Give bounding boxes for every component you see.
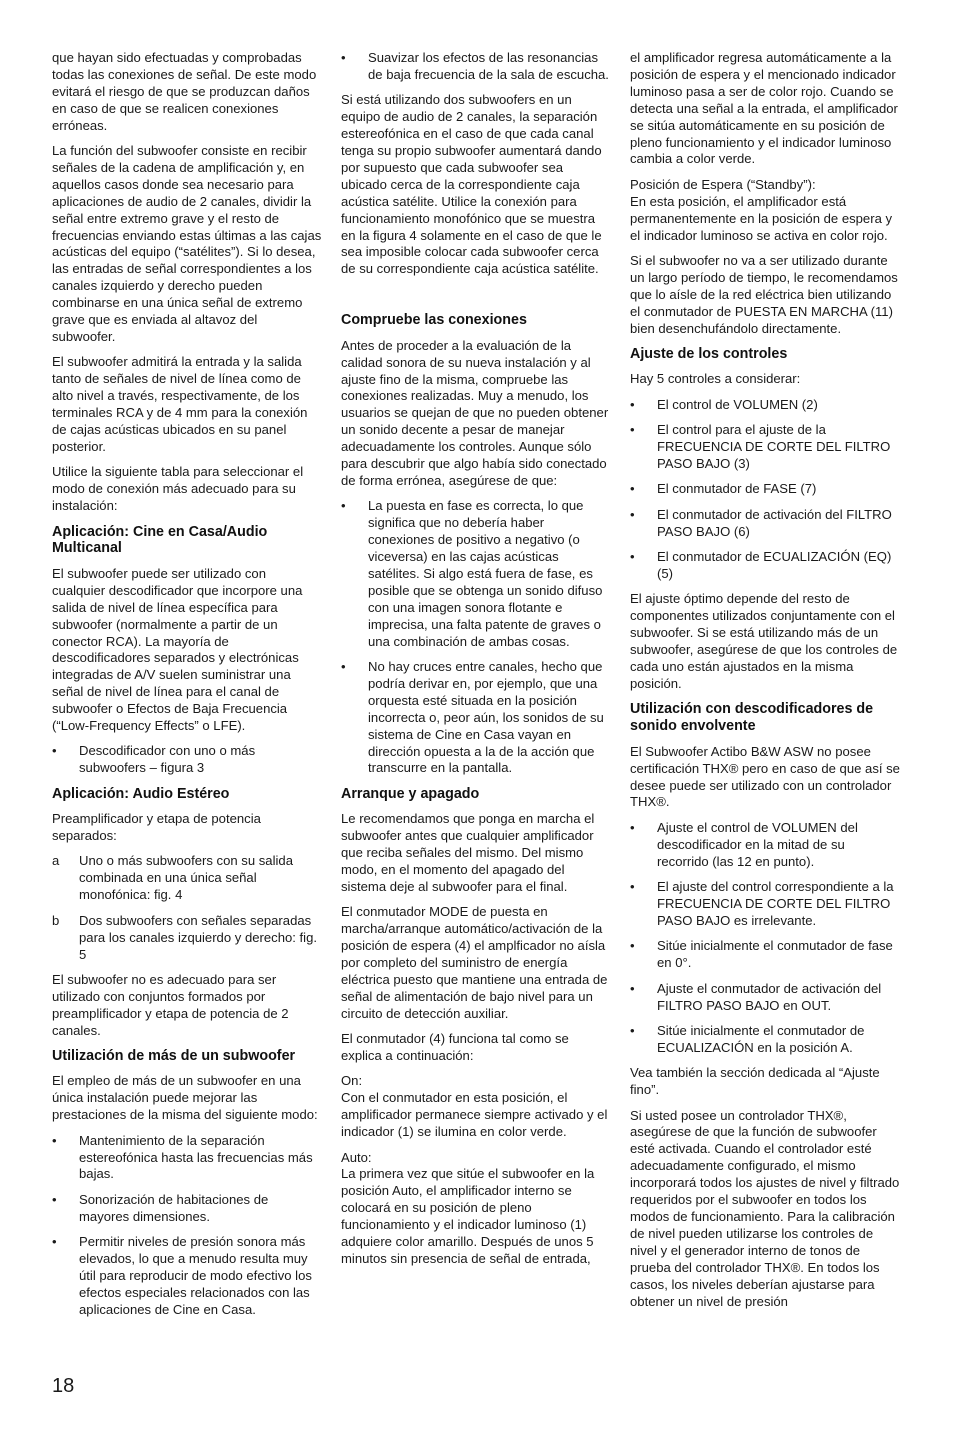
list-item-text: Mantenimiento de la separación estereofónica hasta las frecuencias más bajas. [79, 1132, 313, 1182]
list-item-text: El conmutador de activación del FILTRO PASO BAJO (6) [657, 506, 892, 539]
paragraph: que hayan sido efectuadas y comprobadas todas las conexiones de señal. De este modo evitará el riesgo de que se produzcan daños en caso de que se realicen conexiones erróneas. [52, 50, 317, 133]
paragraph: Si el subwoofer no va a ser utilizado durante un largo período de tiempo, le recomendamos que lo aísle de la red eléctrica bien utilizando el conmutador de PUESTA EN MARCHA (11) bien desenchufándolo directamente. [630, 252, 898, 336]
paragraph: Antes de proceder a la evaluación de la calidad sonora de su nueva instalación y al ajuste fino de la misma, compruebe las conexiones realizadas. Muy a menudo, los usuarios se quejan de que no pueden obtener un sonido decente a pesar de manejar adecuadamente los controles. Aunque sólo para descubrir que algo había sido conectado de forma errónea, asegúrese de que: [341, 337, 609, 488]
paragraph: Le recomendamos que ponga en marcha el subwoofer antes que cualquier amplificador que reciba señales del mismo. Del mismo modo, en el momento del apagado del sistema deje al subwoofer para el final. [341, 811, 595, 894]
bullet-marker: • [52, 1191, 57, 1207]
list-item [630, 1023, 900, 1057]
bullet-marker: • [630, 422, 635, 438]
list-marker: a [52, 853, 60, 869]
mode-auto-description [341, 1150, 611, 1268]
paragraph: Vea también la sección dedicada al “Ajuste fino”. [630, 1065, 880, 1098]
column-1 [52, 50, 322, 1327]
list-item-text: Permitir niveles de presión sonora más elevados, lo que a menudo resulta muy útil para reproducir de modo efectivo los efectos especiales relacionados con las aplicaciones de Cine en Casa. [79, 1234, 312, 1317]
bullet-list [630, 397, 900, 583]
paragraph: El subwoofer puede ser utilizado con cualquier descodificador que incorpore una salida de nivel de línea específica para subwoofer (normalmente a partir de un conector RCA). La mayoría de descodificadores separados y electrónicas integradas de A/V suelen suministrar una señal de nivel de línea para el canal de subwoofer o Efectos de Baja Frecuencia (“Low-Frequency Effects” o LFE). [52, 565, 303, 734]
list-item-text: Dos subwoofers con señales separadas para los canales izquierdo y derecho: fig. 5 [79, 912, 318, 962]
paragraph: Si usted posee un controlador THX®, asegúrese de que la función de subwoofer esté activada. Cuando el controlador esté adecuadamente configurado, el mismo incorporará todos los ajustes de nivel y filtrado requeridos por el subwoofer en todos los modos de funcionamiento. Para la calibración de nivel pueden utilizarse los controles de nivel y el generador interno de tonos de prueba del controlador THX®. En todos los casos, los niveles deberían ajustarse para obtener un nivel de presión [630, 1107, 900, 1309]
bullet-marker: • [630, 396, 635, 412]
paragraph: El subwoofer admitirá la entrada y la salida tanto de señales de nivel de línea como de alto nivel a través, respectivamente, de los terminales RCA y de 4 mm para la conexión de cajas acústicas ubicados en su panel posterior. [52, 354, 308, 454]
bullet-list [52, 743, 322, 777]
list-item-text: Descodificador con uno o más subwoofers – figura 3 [79, 743, 256, 776]
paragraph: Hay 5 controles a considerar: [630, 371, 801, 387]
bullet-marker: • [52, 1234, 57, 1250]
bullet-marker: • [341, 50, 346, 65]
list-item [52, 1192, 322, 1226]
paragraph: Utilice la siguiente tabla para seleccionar el modo de conexión más adecuado para su instalación: [52, 464, 304, 514]
paragraph: El ajuste óptimo depende del resto de componentes utilizados conjuntamente con el subwoofer. Si se está utilizando más de un subwoofer, asegúrese de que los controles de cada uno están ajustados en la misma posición. [630, 591, 898, 691]
mode-auto-label: Auto: [341, 1149, 372, 1165]
list-item-text: No hay cruces entre canales, hecho que podría derivar en, por ejemplo, que una orquesta esté situada en la posición incorrecta o, peor aún, los sonidos de su sistema de Cine en Casa vayan en dirección opuesta a la de la acción que transcurre en la pantalla. [368, 659, 604, 776]
list-item [630, 549, 900, 583]
list-item [52, 743, 322, 777]
list-item [341, 50, 611, 84]
bullet-marker: • [52, 1132, 57, 1148]
column-2 [341, 50, 611, 1276]
paragraph: El empleo de más de un subwoofer en una única instalación puede mejorar las prestaciones de la misma del siguiente modo: [52, 1073, 318, 1123]
paragraph: El conmutador MODE de puesta en marcha/arranque automático/activación de la posición de espera (4) el amplficador no aísla por completo del suministro de energía eléctrica puesto que mantiene una entrada de señal de alimentación de bajo nivel para un circuito de detección auxiliar. [341, 904, 608, 1021]
list-item [630, 981, 900, 1015]
bullet-list [630, 820, 900, 1057]
list-item [630, 879, 900, 930]
mode-standby-description [630, 177, 900, 245]
list-item [52, 1234, 322, 1319]
paragraph: El subwoofer no es adecuado para ser utilizado con conjuntos formados por preamplificador y etapa de potencia de 2 canales. [52, 971, 289, 1038]
mode-auto-text: La primera vez que sitúe el subwoofer en la posición Auto, el amplificador interno se colocará en su posición de pleno funcionamiento y el indicador luminoso (1) adquiere color amarillo. Después de unos 5 minutos sin presencia de señal de entrada, [341, 1166, 595, 1266]
bullet-marker: • [630, 938, 635, 954]
paragraph: La función del subwoofer consiste en recibir señales de la cadena de amplificación y, en aquellos casos donde sea necesario para aplicaciones de audio de 2 canales, dividir la señal entre extremo grave y el resto de frecuencias enviando estas últimas a las cajas acústicas del equipo (“satélites”). Si lo desea, las entradas de señal correspondientes a los canales izquierdo y derecho pueden combinarse en una única señal de extremo grave que es enviada al altavoz del subwoofer. [52, 143, 322, 344]
bullet-list [341, 50, 611, 84]
list-item-text: Ajuste el conmutador de activación del FILTRO PASO BAJO en OUT. [657, 980, 882, 1013]
bullet-marker: • [52, 743, 57, 759]
list-item-text: Sitúe inicialmente el conmutador de fase en 0°. [657, 938, 893, 971]
list-item [52, 1133, 322, 1184]
list-item [52, 913, 322, 964]
list-item [341, 659, 611, 777]
paragraph: el amplificador regresa automáticamente a la posición de espera y el mencionado indicador luminoso pasa a ser de color rojo. Cuando se detecta una señal a la entrada, el amplificador se sitúa automáticamente en su posición de pleno funcionamiento y el indicador luminoso cambia a color verde. [630, 50, 898, 167]
list-item-text: El control de VOLUMEN (2) [657, 396, 818, 412]
list-item-text: Sitúe inicialmente el conmutador de ECUALIZACIÓN en la posición A. [657, 1022, 865, 1055]
page-number: 18 [52, 1375, 75, 1397]
bullet-marker: • [341, 498, 346, 514]
bullet-marker: • [630, 879, 635, 895]
bullet-marker: • [630, 1022, 635, 1038]
paragraph: El conmutador (4) funciona tal como se explica a continuación: [341, 1031, 569, 1064]
mode-on-label: On: [341, 1073, 363, 1089]
column-3 [630, 50, 900, 1319]
list-item-text: El control para el ajuste de la FRECUENCIA DE CORTE DEL FILTRO PASO BAJO (3) [657, 422, 891, 472]
list-item-text: El ajuste del control correspondiente a la FRECUENCIA DE CORTE DEL FILTRO PASO BAJO es irrelevante. [657, 879, 894, 928]
list-item-text: El conmutador de ECUALIZACIÓN (EQ) (5) [657, 549, 892, 582]
lettered-list [52, 853, 322, 963]
heading-arranque-apagado: Arranque y apagado [341, 785, 480, 802]
list-item [630, 820, 900, 871]
bullet-list [52, 1133, 322, 1319]
bullet-marker: • [630, 980, 635, 996]
paragraph: Preamplificador y etapa de potencia separados: [52, 811, 261, 844]
mode-standby-label: Posición de Espera (“Standby”): [630, 176, 816, 192]
list-item [341, 498, 611, 650]
heading-mas-de-un-subwoofer: Utilización de más de un subwoofer [52, 1048, 296, 1065]
list-item-text: Ajuste el control de VOLUMEN del descodificador en la mitad de su recorrido (las 12 en punto). [657, 819, 858, 869]
list-marker: b [52, 912, 60, 928]
bullet-marker: • [630, 819, 635, 835]
mode-standby-text: En esta posición, el amplificador está permanentemente en la posición de espera y el indicador luminoso se activa en color rojo. [630, 193, 893, 243]
mode-on-description [341, 1073, 611, 1141]
bullet-marker: • [630, 481, 635, 497]
list-item-text: El conmutador de FASE (7) [657, 481, 817, 497]
bullet-marker: • [630, 506, 635, 522]
mode-on-text: Con el conmutador en esta posición, el amplificador permanece siempre activado y el indicador (1) se ilumina en color verde. [341, 1090, 608, 1140]
list-item-text: Uno o más subwoofers con su salida combinada en una única señal monofónica: fig. 4 [79, 853, 293, 903]
bullet-marker: • [341, 659, 346, 674]
heading-descodificadores: Utilización con descodificadores de sonido envolvente [630, 701, 874, 735]
list-item-text: La puesta en fase es correcta, lo que significa que no debería haber conexiones de positivo a negativo (o viceversa) en las cajas acústicas satélites. Si algo está fuera de fase, es posible que se obtenga un sonido difuso con una imagen sonora flotante e imprecisa, una falta patente de graves o una combinación de ambas cosas. [368, 498, 603, 649]
paragraph: Si está utilizando dos subwoofers en un equipo de audio de 2 canales, la separación estereofónica en el caso de que cada canal tenga su propio subwoofer aumentará dando por supuesto que cada subwoofer sea ubicado cerca de la correspondiente caja acústica satélite. Utilice la conexión para funcionamiento monofónico que se muestra en la figura 4 solamente en el caso de que le sea imposible colocar cada subwoofer cerca de su correspondiente caja acústica satélite. [341, 92, 602, 277]
bullet-marker: • [630, 549, 635, 565]
list-item [630, 397, 900, 414]
list-item [630, 507, 900, 541]
heading-audio-estereo: Aplicación: Audio Estéreo [52, 785, 230, 802]
list-item [52, 853, 322, 904]
list-item-text: Suavizar los efectos de las resonancias de baja frecuencia de la sala de escucha. [368, 50, 609, 82]
list-item-text: Sonorización de habitaciones de mayores dimensiones. [79, 1191, 269, 1224]
bullet-list [341, 498, 611, 777]
heading-ajuste-controles: Ajuste de los controles [630, 346, 788, 362]
paragraph: El Subwoofer Actibo B&W ASW no posee certificación THX® pero en caso de que así se desee puede ser utilizado con un controlador THX®. [630, 743, 900, 810]
heading-cine-en-casa: Aplicación: Cine en Casa/Audio Multicanal [52, 523, 268, 557]
list-item [630, 481, 900, 498]
heading-compruebe-conexiones: Compruebe las conexiones [341, 312, 527, 329]
list-item [630, 422, 900, 473]
list-item [630, 938, 900, 972]
